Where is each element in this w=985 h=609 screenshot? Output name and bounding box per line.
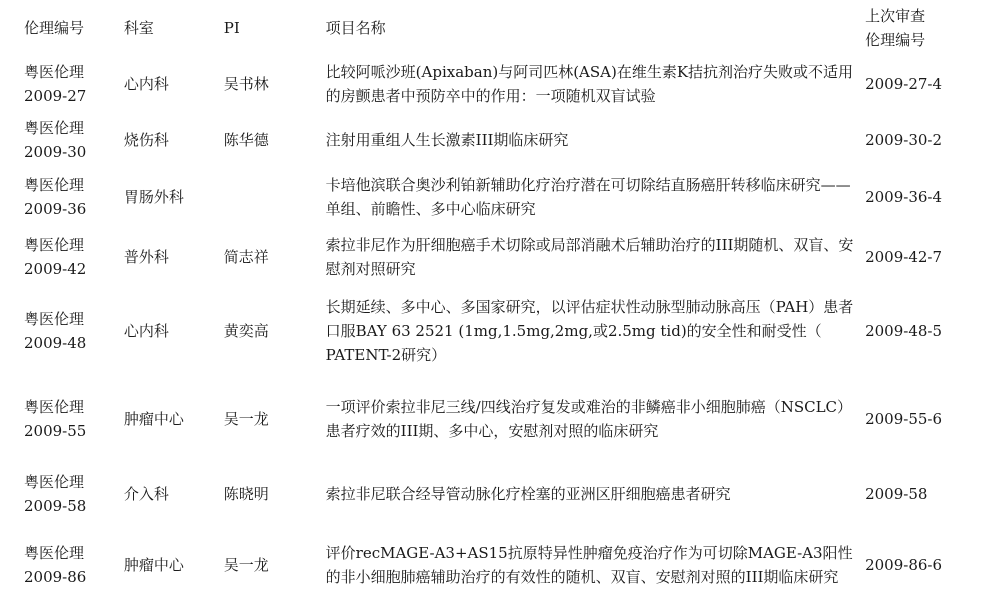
ethics-year: 2009-55	[24, 422, 87, 440]
header-last-review	[865, 0, 985, 56]
pi-cell: 吴一龙	[223, 556, 269, 574]
table-row	[10, 56, 985, 112]
ethics-year: 2009-58	[24, 497, 87, 515]
last-review-cell: 2009-86-6	[865, 556, 943, 574]
project-cell: 卡培他滨联合奥沙利铂新辅助化疗治疗潜在可切除结直肠癌肝转移临床研究——单组、前瞻性、多中心临床研究	[325, 176, 851, 218]
pi-cell: 吴一龙	[223, 410, 269, 428]
ethics-year: 2009-86	[24, 568, 87, 586]
ethics-no-cell	[10, 525, 124, 605]
project-cell: 索拉非尼联合经导管动脉化疗栓塞的亚洲区肝细胞癌患者研究	[325, 485, 731, 503]
pi-cell: 吴书林	[223, 75, 269, 93]
pi-cell: 陈华德	[223, 130, 269, 149]
table-header-row	[10, 0, 985, 56]
department-cell: 介入科	[123, 485, 169, 503]
last-review-cell: 2009-30-2	[865, 130, 943, 149]
project-cell: 索拉非尼作为肝细胞癌手术切除或局部消融术后辅助治疗的III期随机、双盲、安慰剂对照研究	[325, 236, 854, 278]
ethics-no-cell	[10, 463, 124, 525]
department-cell: 肿瘤中心	[123, 410, 184, 428]
ethics-no-cell	[10, 287, 124, 375]
ethics-prefix: 粤医伦理	[24, 176, 85, 194]
ethics-no-cell	[10, 227, 124, 287]
ethics-year: 2009-48	[24, 334, 87, 352]
header-department: 科室	[123, 19, 154, 37]
table-row	[10, 287, 985, 375]
ethics-prefix: 粤医伦理	[24, 63, 85, 81]
header-project: 项目名称	[325, 19, 386, 37]
last-review-cell: 2009-55-6	[865, 410, 943, 428]
pi-cell: 陈晓明	[223, 485, 269, 503]
ethics-no-cell	[10, 167, 124, 227]
pi-cell: 简志祥	[223, 248, 269, 266]
ethics-year: 2009-36	[24, 200, 87, 218]
header-pi: PI	[223, 19, 240, 37]
project-cell: 比较阿哌沙班(Apixaban)与阿司匹林(ASA)在维生素K拮抗剂治疗失败或不适用的房颤患者中预防卒中的作用：一项随机双盲试验	[325, 63, 854, 105]
table-row	[10, 167, 985, 227]
ethics-prefix: 粤医伦理	[24, 310, 85, 328]
ethics-no-cell	[10, 375, 124, 463]
ethics-prefix: 粤医伦理	[24, 473, 85, 491]
table-row	[10, 375, 985, 463]
project-cell: 一项评价索拉非尼三线/四线治疗复发或难治的非鳞癌非小细胞肺癌（NSCLC）患者疗效的III期、多中心，安慰剂对照的临床研究	[325, 398, 853, 440]
header-last-review-line1: 上次审查	[865, 7, 926, 25]
department-cell: 普外科	[123, 248, 169, 266]
ethics-projects-table	[10, 0, 985, 605]
project-cell: 注射用重组人生长激素III期临床研究	[325, 130, 569, 149]
table-row	[10, 112, 985, 167]
table-row	[10, 227, 985, 287]
header-last-review-line2: 伦理编号	[865, 31, 926, 49]
ethics-year: 2009-30	[24, 142, 87, 161]
department-cell: 心内科	[123, 322, 169, 340]
header-ethics-no: 伦理编号	[24, 19, 85, 37]
project-cell: 评价recMAGE-A3+AS15抗原特异性肿瘤免疫治疗作为可切除MAGE-A3阳性的非小细胞肺癌辅助治疗的有效性的随机、双盲、安慰剂对照的III期临床研究	[325, 544, 853, 586]
last-review-cell: 2009-58	[865, 485, 928, 503]
ethics-prefix: 粤医伦理	[24, 236, 85, 254]
ethics-year: 2009-42	[24, 260, 87, 278]
department-cell: 心内科	[123, 75, 169, 93]
table-row	[10, 525, 985, 605]
last-review-cell: 2009-42-7	[865, 248, 943, 266]
pi-cell	[224, 167, 326, 227]
ethics-prefix: 粤医伦理	[24, 544, 85, 562]
project-cell: 长期延续、多中心、多国家研究，以评估症状性动脉型肺动脉高压（PAH）患者口服BAY 63 2521 (1mg,1.5mg,2mg,或2.5mg tid)的安全性和耐受性（ PATENT-2研究）	[325, 298, 854, 364]
ethics-no-cell	[10, 56, 124, 112]
last-review-cell: 2009-48-5	[865, 322, 943, 340]
ethics-no-cell	[10, 112, 124, 167]
ethics-prefix: 粤医伦理	[24, 118, 85, 137]
pi-cell: 黄奕高	[223, 322, 269, 340]
department-cell: 烧伤科	[123, 130, 169, 149]
ethics-prefix: 粤医伦理	[24, 398, 85, 416]
ethics-year: 2009-27	[24, 87, 87, 105]
table-row	[10, 463, 985, 525]
last-review-cell: 2009-27-4	[865, 75, 943, 93]
department-cell: 胃肠外科	[123, 188, 184, 206]
last-review-cell: 2009-36-4	[865, 188, 943, 206]
department-cell: 肿瘤中心	[123, 556, 184, 574]
